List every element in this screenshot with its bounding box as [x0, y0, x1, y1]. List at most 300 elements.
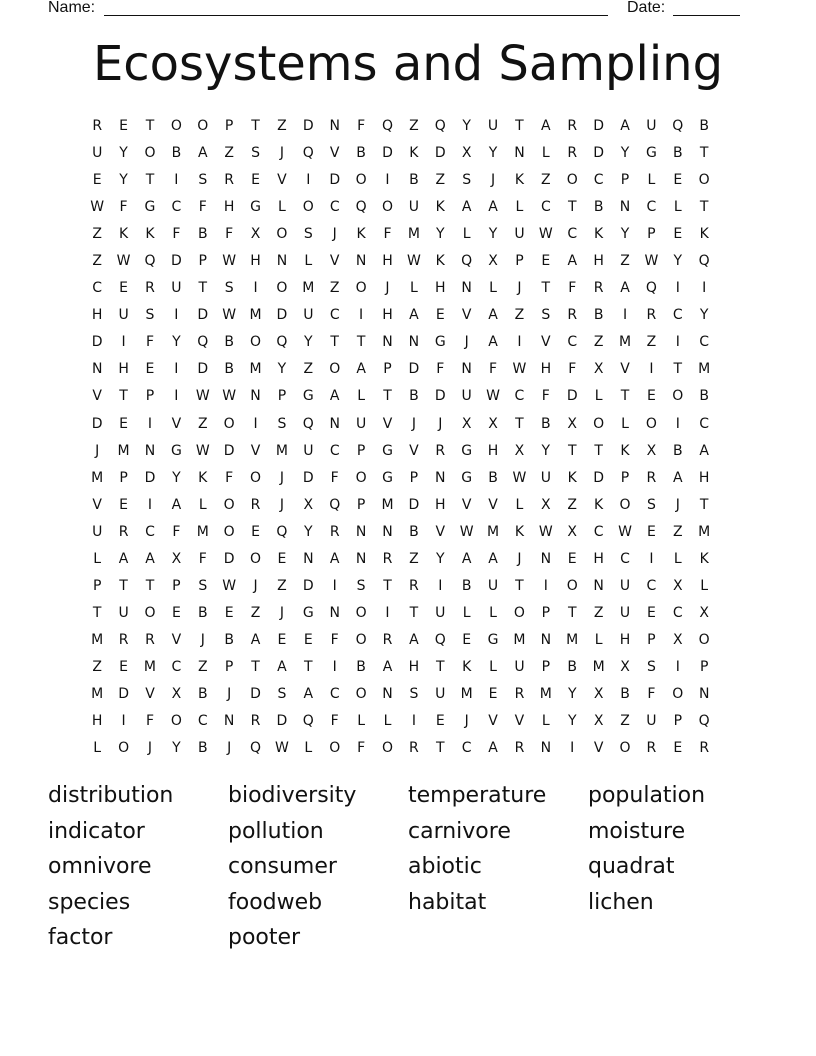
- grid-letter: X: [672, 631, 683, 648]
- grid-letter: R: [409, 577, 419, 594]
- grid-letter: D: [170, 253, 182, 270]
- grid-letter: Z: [277, 577, 287, 594]
- grid-letter: W: [406, 253, 421, 270]
- grid-letter: E: [92, 172, 102, 189]
- grid-letter: S: [277, 685, 287, 702]
- grid-letter: I: [121, 713, 126, 730]
- grid-letter: K: [699, 226, 709, 243]
- grid-letter: I: [649, 361, 654, 378]
- grid-letter: F: [330, 631, 339, 648]
- grid-letter: H: [382, 307, 393, 324]
- grid-letter: J: [411, 415, 416, 432]
- word-list-item: factor: [48, 925, 113, 951]
- grid-letter: B: [197, 226, 208, 243]
- grid-letter: U: [540, 469, 551, 486]
- grid-letter: B: [171, 145, 182, 162]
- grid-letter: E: [119, 496, 129, 513]
- grid-letter: N: [250, 388, 261, 405]
- grid-letter: D: [250, 685, 261, 702]
- grid-letter: A: [461, 199, 472, 216]
- grid-letter: Y: [620, 145, 630, 162]
- grid-letter: D: [197, 307, 209, 324]
- grid-letter: S: [646, 496, 656, 513]
- word-list-item: quadrat: [588, 854, 675, 880]
- grid-letter: D: [91, 334, 103, 351]
- grid-letter: F: [647, 685, 656, 702]
- grid-letter: A: [461, 550, 472, 567]
- grid-letter: K: [409, 145, 419, 162]
- grid-letter: C: [567, 334, 578, 351]
- grid-letter: O: [355, 685, 367, 702]
- grid-letter: O: [355, 604, 367, 621]
- grid-letter: R: [567, 307, 578, 324]
- grid-letter: H: [435, 280, 446, 297]
- grid-letter: O: [170, 118, 182, 134]
- grid-letter: T: [567, 199, 577, 216]
- grid-letter: I: [570, 740, 575, 757]
- grid-letter: T: [515, 577, 524, 594]
- grid-letter: M: [91, 685, 104, 702]
- grid-letter: V: [250, 442, 261, 459]
- grid-letter: Y: [304, 523, 313, 540]
- grid-letter: W: [275, 740, 289, 757]
- grid-letter: C: [540, 199, 551, 216]
- grid-letter: W: [116, 253, 131, 270]
- grid-letter: W: [512, 361, 527, 378]
- grid-letter: T: [515, 415, 524, 432]
- grid-letter: K: [699, 550, 709, 567]
- grid-letter: W: [459, 523, 474, 540]
- grid-letter: Y: [277, 361, 287, 378]
- grid-letter: L: [621, 415, 629, 432]
- grid-letter: F: [383, 226, 392, 243]
- grid-letter: L: [304, 253, 313, 270]
- grid-letter: R: [145, 280, 155, 297]
- grid-letter: O: [223, 496, 235, 513]
- grid-letter: F: [541, 388, 550, 405]
- grid-letter: B: [356, 658, 366, 675]
- grid-letter: J: [147, 740, 153, 757]
- grid-letter: E: [541, 253, 551, 270]
- grid-letter: U: [646, 118, 657, 134]
- grid-letter: D: [223, 550, 235, 567]
- grid-letter: F: [568, 280, 577, 297]
- grid-letter: A: [409, 631, 419, 648]
- grid-letter: T: [620, 388, 630, 405]
- grid-letter: N: [91, 361, 103, 378]
- grid-letter: M: [381, 496, 394, 513]
- grid-letter: T: [567, 604, 577, 621]
- grid-letter: V: [329, 253, 340, 270]
- grid-letter: F: [225, 469, 234, 486]
- grid-letter: X: [699, 604, 709, 621]
- grid-letter: U: [514, 226, 525, 243]
- grid-letter: P: [699, 658, 709, 675]
- grid-letter: W: [538, 226, 553, 243]
- grid-letter: D: [593, 118, 604, 134]
- grid-letter: H: [435, 496, 446, 513]
- grid-letter: Q: [276, 523, 288, 540]
- grid-letter: L: [541, 145, 550, 162]
- grid-letter: G: [250, 199, 261, 216]
- grid-letter: P: [356, 496, 366, 513]
- grid-letter: I: [332, 577, 337, 594]
- grid-letter: D: [408, 361, 420, 378]
- grid-letter: R: [250, 496, 261, 513]
- grid-letter: I: [675, 415, 680, 432]
- grid-letter: J: [95, 442, 100, 459]
- grid-letter: H: [593, 550, 604, 567]
- grid-letter: C: [620, 550, 630, 567]
- grid-letter: W: [538, 523, 553, 540]
- grid-letter: N: [329, 415, 340, 432]
- grid-letter: U: [487, 118, 499, 134]
- grid-letter: W: [644, 253, 659, 270]
- grid-letter: N: [329, 118, 340, 134]
- grid-letter: I: [174, 361, 179, 378]
- grid-letter: R: [435, 442, 446, 459]
- grid-letter: Q: [302, 713, 314, 730]
- grid-letter: W: [512, 469, 527, 486]
- grid-letter: Z: [197, 658, 208, 675]
- grid-letter: V: [461, 496, 472, 513]
- grid-letter: A: [277, 658, 287, 675]
- grid-letter: O: [672, 388, 684, 405]
- grid-letter: L: [409, 280, 418, 297]
- grid-letter: F: [568, 361, 577, 378]
- grid-letter: A: [699, 442, 709, 459]
- grid-letter: T: [699, 145, 709, 162]
- grid-letter: L: [515, 496, 524, 513]
- grid-letter: V: [593, 740, 604, 757]
- grid-letter: O: [698, 631, 710, 648]
- grid-letter: Y: [435, 226, 445, 243]
- grid-letter: E: [119, 415, 129, 432]
- grid-letter: B: [699, 388, 709, 405]
- grid-letter: J: [279, 469, 284, 486]
- grid-letter: N: [382, 523, 393, 540]
- grid-letter: S: [251, 145, 260, 162]
- grid-letter: T: [567, 442, 577, 459]
- grid-letter: O: [170, 713, 182, 730]
- grid-letter: P: [145, 388, 155, 405]
- grid-letter: J: [279, 604, 284, 621]
- grid-letter: X: [593, 685, 604, 702]
- grid-letter: I: [147, 496, 153, 513]
- grid-letter: U: [487, 577, 499, 594]
- grid-letter: C: [329, 685, 340, 702]
- grid-letter: S: [409, 685, 419, 702]
- grid-letter: P: [383, 361, 392, 378]
- grid-letter: J: [464, 334, 469, 351]
- grid-letter: N: [593, 577, 604, 594]
- grid-letter: G: [302, 604, 314, 621]
- word-search-grid: [84, 113, 717, 762]
- grid-letter: B: [409, 172, 419, 189]
- grid-letter: T: [145, 172, 155, 189]
- grid-letter: P: [620, 172, 630, 189]
- grid-letter: L: [462, 226, 471, 243]
- grid-letter: C: [92, 280, 103, 297]
- grid-letter: D: [197, 361, 209, 378]
- grid-letter: G: [434, 334, 446, 351]
- grid-letter: A: [620, 118, 630, 134]
- grid-letter: I: [543, 577, 548, 594]
- grid-letter: Y: [567, 685, 577, 702]
- word-list-item: distribution: [48, 783, 174, 808]
- grid-letter: E: [673, 172, 683, 189]
- grid-letter: T: [198, 280, 208, 297]
- grid-letter: A: [488, 199, 498, 216]
- grid-letter: W: [222, 253, 237, 270]
- grid-letter: B: [541, 415, 551, 432]
- grid-letter: Q: [461, 253, 473, 270]
- grid-letter: O: [355, 280, 367, 297]
- grid-letter: O: [223, 523, 235, 540]
- grid-letter: Z: [92, 226, 102, 243]
- grid-letter: S: [646, 658, 656, 675]
- grid-letter: C: [514, 388, 525, 405]
- grid-letter: L: [304, 740, 313, 757]
- grid-letter: S: [462, 172, 472, 189]
- grid-letter: H: [382, 253, 393, 270]
- grid-letter: C: [699, 334, 710, 351]
- grid-letter: D: [118, 685, 129, 702]
- grid-letter: K: [435, 253, 445, 270]
- grid-letter: N: [461, 361, 472, 378]
- grid-letter: N: [382, 685, 393, 702]
- grid-letter: S: [356, 577, 366, 594]
- word-list-item: foodweb: [228, 889, 323, 915]
- grid-letter: O: [276, 226, 288, 243]
- grid-letter: A: [118, 550, 129, 567]
- grid-letter: Z: [593, 334, 604, 351]
- grid-letter: T: [251, 118, 260, 134]
- grid-letter: T: [145, 577, 155, 594]
- word-list-item: pollution: [228, 818, 324, 844]
- grid-letter: U: [171, 280, 182, 297]
- grid-letter: J: [385, 280, 390, 297]
- grid-letter: T: [541, 280, 551, 297]
- word-list-item: abiotic: [408, 854, 482, 880]
- grid-letter: N: [355, 550, 367, 567]
- grid-letter: Z: [541, 172, 551, 189]
- grid-letter: U: [435, 604, 446, 621]
- grid-letter: J: [279, 145, 284, 162]
- grid-letter: G: [487, 631, 499, 648]
- grid-letter: Q: [381, 118, 393, 134]
- grid-letter: F: [489, 361, 498, 378]
- grid-letter: V: [92, 496, 102, 513]
- grid-letter: V: [277, 172, 287, 189]
- grid-letter: I: [622, 307, 628, 324]
- grid-letter: B: [620, 685, 630, 702]
- grid-letter: T: [594, 442, 603, 459]
- grid-letter: E: [145, 361, 155, 378]
- grid-letter: U: [303, 307, 314, 324]
- grid-letter: A: [409, 307, 419, 324]
- grid-letter: I: [675, 280, 680, 297]
- grid-letter: B: [409, 523, 419, 540]
- grid-letter: O: [118, 740, 130, 757]
- grid-letter: R: [409, 740, 419, 757]
- grid-letter: B: [224, 361, 234, 378]
- grid-letter: M: [539, 685, 552, 702]
- name-label: Name:: [48, 0, 96, 16]
- grid-letter: O: [593, 415, 605, 432]
- grid-letter: D: [382, 145, 393, 162]
- word-list-item: pooter: [228, 925, 301, 951]
- grid-letter: E: [646, 604, 656, 621]
- grid-letter: F: [225, 226, 234, 243]
- grid-letter: E: [673, 740, 683, 757]
- grid-letter: D: [223, 442, 235, 459]
- grid-letter: W: [222, 388, 237, 405]
- grid-letter: P: [620, 469, 630, 486]
- grid-letter: O: [223, 415, 235, 432]
- grid-letter: Q: [302, 415, 314, 432]
- grid-letter: U: [514, 658, 525, 675]
- grid-letter: M: [513, 631, 526, 648]
- grid-letter: O: [329, 740, 341, 757]
- grid-letter: B: [224, 631, 234, 648]
- grid-letter: A: [541, 118, 551, 134]
- grid-letter: F: [145, 334, 154, 351]
- grid-letter: T: [145, 118, 155, 134]
- word-list: [48, 778, 768, 956]
- grid-letter: U: [118, 604, 129, 621]
- grid-letter: A: [382, 658, 393, 675]
- grid-letter: R: [382, 631, 393, 648]
- grid-letter: A: [171, 496, 182, 513]
- grid-letter: E: [488, 685, 498, 702]
- grid-letter: P: [515, 253, 524, 270]
- grid-letter: Y: [699, 307, 709, 324]
- grid-letter: V: [382, 415, 393, 432]
- grid-letter: M: [460, 685, 473, 702]
- grid-letter: T: [383, 388, 392, 405]
- grid-letter: I: [174, 388, 179, 405]
- grid-letter: D: [91, 415, 103, 432]
- grid-letter: F: [145, 713, 154, 730]
- grid-letter: G: [461, 469, 473, 486]
- grid-letter: R: [382, 550, 393, 567]
- word-list-item: consumer: [228, 854, 337, 880]
- grid-letter: I: [438, 577, 443, 594]
- grid-letter: M: [249, 361, 262, 378]
- grid-letter: L: [489, 604, 497, 621]
- grid-letter: M: [566, 631, 579, 648]
- grid-letter: N: [355, 253, 367, 270]
- grid-letter: F: [198, 550, 207, 567]
- grid-letter: H: [91, 713, 103, 730]
- word-list-item: species: [48, 889, 131, 915]
- grid-letter: V: [171, 631, 182, 648]
- grid-letter: I: [174, 307, 179, 324]
- grid-letter: Z: [303, 361, 314, 378]
- grid-letter: C: [567, 226, 578, 243]
- grid-letter: M: [618, 334, 632, 351]
- grid-letter: X: [593, 713, 604, 730]
- grid-letter: P: [119, 469, 128, 486]
- grid-letter: Q: [250, 740, 262, 757]
- grid-letter: O: [250, 334, 262, 351]
- grid-letter: P: [647, 631, 656, 648]
- grid-letter: M: [91, 469, 104, 486]
- grid-letter: M: [407, 226, 420, 243]
- grid-letter: G: [461, 442, 473, 459]
- grid-letter: D: [434, 145, 446, 162]
- grid-letter: L: [357, 388, 365, 405]
- grid-letter: N: [223, 713, 235, 730]
- grid-letter: T: [119, 577, 128, 594]
- grid-letter: V: [514, 713, 525, 730]
- grid-letter: E: [119, 118, 129, 134]
- grid-letter: C: [171, 658, 182, 675]
- grid-letter: I: [332, 658, 337, 675]
- grid-letter: N: [408, 334, 420, 351]
- grid-letter: I: [675, 658, 680, 675]
- grid-letter: Y: [567, 713, 577, 730]
- grid-letter: K: [118, 226, 129, 243]
- grid-letter: P: [647, 226, 656, 243]
- grid-letter: S: [224, 280, 234, 297]
- grid-letter: F: [330, 713, 339, 730]
- grid-letter: E: [462, 631, 472, 648]
- grid-letter: Y: [462, 118, 471, 134]
- grid-letter: Q: [329, 496, 341, 513]
- grid-letter: Y: [119, 172, 128, 189]
- grid-letter: H: [223, 199, 235, 216]
- grid-letter: I: [174, 172, 179, 189]
- grid-letter: O: [566, 577, 578, 594]
- grid-letter: K: [514, 172, 525, 189]
- grid-letter: J: [464, 713, 469, 730]
- grid-letter: O: [381, 740, 393, 757]
- grid-letter: M: [196, 523, 209, 540]
- grid-letter: U: [619, 604, 631, 621]
- grid-letter: A: [488, 550, 498, 567]
- grid-letter: C: [329, 442, 340, 459]
- grid-letter: I: [359, 307, 364, 324]
- grid-letter: C: [672, 604, 683, 621]
- grid-letter: Z: [435, 172, 446, 189]
- grid-letter: Y: [488, 145, 498, 162]
- grid-letter: R: [646, 307, 657, 324]
- grid-letter: R: [699, 740, 710, 757]
- grid-letter: L: [462, 604, 471, 621]
- grid-letter: L: [515, 199, 524, 216]
- grid-letter: N: [329, 604, 340, 621]
- grid-letter: B: [409, 388, 419, 405]
- grid-letter: V: [541, 334, 551, 351]
- grid-letter: F: [436, 361, 445, 378]
- grid-letter: P: [409, 469, 419, 486]
- grid-letter: V: [488, 713, 498, 730]
- grid-letter: T: [330, 334, 339, 351]
- grid-letter: I: [385, 172, 390, 189]
- grid-letter: B: [567, 658, 578, 675]
- grid-letter: Q: [434, 631, 446, 648]
- grid-letter: W: [195, 442, 210, 459]
- grid-letter: N: [698, 685, 710, 702]
- grid-letter: L: [489, 280, 497, 297]
- grid-letter: P: [224, 658, 234, 675]
- grid-letter: Y: [435, 550, 445, 567]
- grid-letter: T: [435, 740, 445, 757]
- grid-letter: J: [490, 172, 496, 189]
- grid-letter: O: [250, 469, 262, 486]
